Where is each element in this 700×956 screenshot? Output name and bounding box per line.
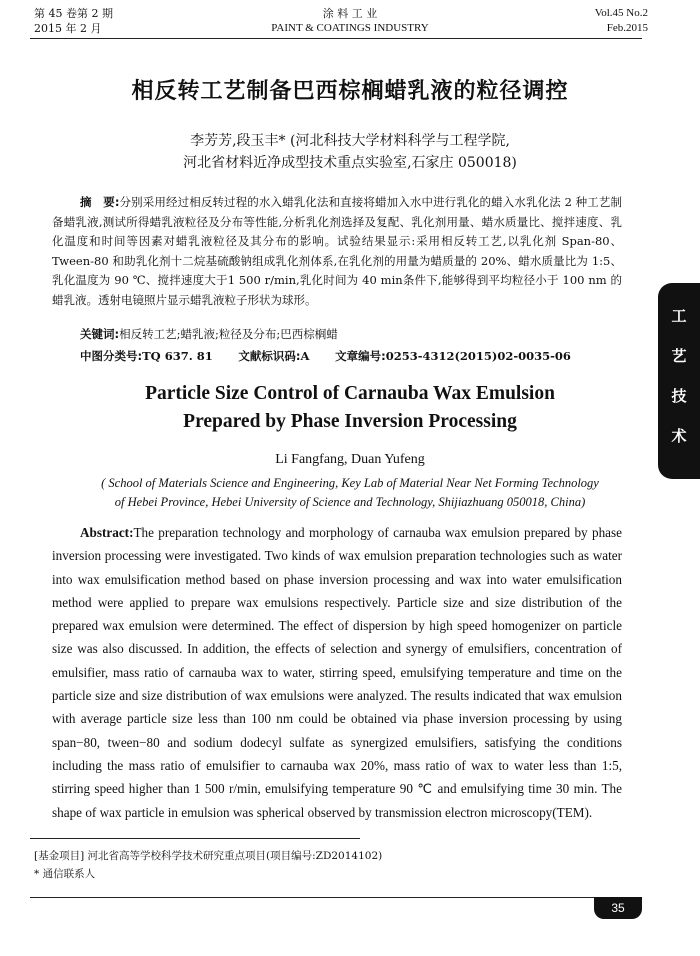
side-tab-char: 艺 <box>671 347 687 365</box>
fund-footnote: [基金项目] 河北省高等学校科学技术研究重点项目(项目编号:ZD2014102) <box>34 850 383 862</box>
doc-label: 文献标识码: <box>238 349 301 363</box>
affiliation-en-line2: of Hebei Province, Hebei University of Science and Technology, Shijiazhuang 050018, China) <box>114 495 586 509</box>
abstract-en-label: Abstract: <box>80 525 134 540</box>
abstract-cn <box>52 193 622 310</box>
clc-label: 中图分类号: <box>80 349 143 363</box>
article-label: 文章编号: <box>335 349 386 363</box>
clc-value: TQ 637. 81 <box>142 349 213 363</box>
side-tab-char: 工 <box>671 307 687 325</box>
classification-line <box>80 348 593 364</box>
abstract-en <box>52 521 622 824</box>
date-en: Feb.2015 <box>606 22 648 34</box>
volume-issue-en: Vol.45 No.2 <box>594 7 648 19</box>
article-title-cn: 相反转工艺制备巴西棕榈蜡乳液的粒径调控 <box>131 79 569 104</box>
article-value: 0253-4312(2015)02-0035-06 <box>385 349 571 363</box>
keywords-cn <box>80 326 338 342</box>
side-tab-char: 术 <box>671 427 687 445</box>
footer-rule <box>30 897 642 898</box>
title-en-line2: Prepared by Phase Inversion Processing <box>183 411 517 432</box>
corresponding-author-footnote: * 通信联系人 <box>34 868 96 880</box>
page-number: 35 <box>594 897 642 919</box>
clc-code <box>80 349 213 363</box>
footnote-rule <box>30 838 360 839</box>
affiliation-en <box>0 474 700 512</box>
side-tab-char: 技 <box>671 387 687 405</box>
date-cn: 2015 年 2 月 <box>34 22 102 35</box>
authors-cn <box>0 130 700 174</box>
header-rule <box>30 38 642 39</box>
journal-volume-info-en <box>595 6 648 36</box>
title-en-line1: Particle Size Control of Carnauba Wax Emulsion <box>145 383 555 404</box>
article-title-en <box>0 380 700 436</box>
keywords-cn-text: 相反转工艺;蜡乳液;粒径及分布;巴西棕榈蜡 <box>119 327 338 341</box>
journal-name-cn: 涂 料 工 业 <box>322 7 378 20</box>
doc-value: A <box>300 349 310 363</box>
authors-cn-line1: 李芳芳,段玉丰* (河北科技大学材料科学与工程学院, <box>190 133 510 149</box>
document-code <box>238 349 309 363</box>
article-number <box>335 349 571 363</box>
affiliation-en-line1: ( School of Materials Science and Engineering, Key Lab of Material Near Net Forming Technology <box>101 476 599 490</box>
volume-issue-cn: 第 45 卷第 2 期 <box>34 7 113 20</box>
abstract-en-text: The preparation technology and morphology of carnauba wax emulsion prepared by phase inversion processing were investigated. Two kinds of wax emulsion preparation technologies such as water into wax emulsification method based on phase inversion processing and wax into water emulsification method were applied to prepare wax emulsions respectively. Particle size and size distribution of the prepared wax emulsion were determined. The effect of dispersion by high speed homogenizer on particle size was also discussed. In addition, the effects of selection and synergy of emulsifiers, concentration of emulsifier, mass ratio of carnauba wax to water, stirring speed, emulsifying temperature and time on the particle size and size distribution of wax emulsions were analyzed. The results indicated that wax emulsion with average particle size less than 100 nm could be obtained via phase inversion processing by using span−80, tween−80 and sodium dodecyl sulfate as synergized emulsifiers, satisfying the conditions including the mass ratio of emulsifier to carnauba wax 20%, mass ratio of wax to water less than 1:5, stirring speed higher than 1 500 r/min, emulsifying temperature 90 ℃ and emulsifying time 30 min. The shape of wax particle in emulsion was spherical observed by transmission electron microscopy(TEM). <box>52 525 622 820</box>
authors-cn-line2: 河北省材料近净成型技术重点实验室,石家庄 050018) <box>183 155 517 171</box>
abstract-cn-label: 摘 要: <box>80 195 120 209</box>
journal-name-en: PAINT & COATINGS INDUSTRY <box>271 22 429 34</box>
keywords-cn-label: 关键词: <box>80 327 120 341</box>
authors-en: Li Fangfang, Duan Yufeng <box>275 452 425 467</box>
abstract-cn-text: 分别采用经过相反转过程的水入蜡乳化法和直接将蜡加入水中进行乳化的蜡入水乳化法 2 种工艺制备蜡乳液,测试所得蜡乳液粒径及分布等性能,分析乳化剂选择及复配、乳化剂用量、蜡水质量比、搅拌速度、乳化温度和时间等因素对蜡乳液粒径及其分布的影响。试验结果显示:采用相反转工艺,以乳化剂 Span-80、Tween-80 和助乳化剂十二烷基硫酸钠组成乳化剂体系,在乳化剂的用量为蜡质量的 20%、蜡水质量比为 1:5、乳化温度为 90 ℃、搅拌速度大于1 500 r/min,乳化时间为 40 min条件下,能够得到平均粒径小于 100 nm 的蜡乳液。透射电镜照片显示蜡乳液粒子形状为球形。 <box>52 195 622 307</box>
